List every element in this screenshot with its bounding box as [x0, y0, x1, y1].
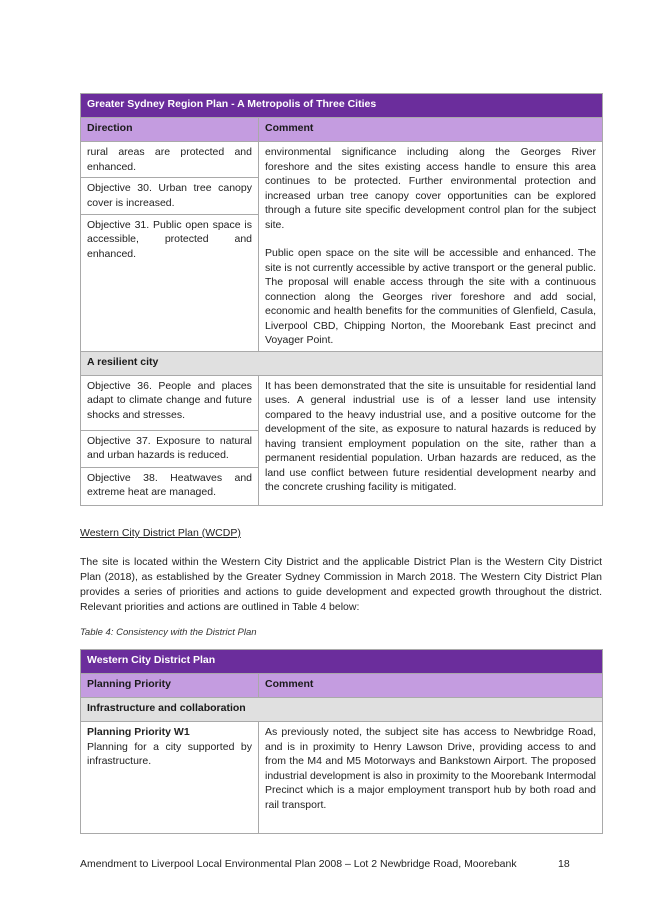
page-footer	[80, 858, 570, 870]
region-plan-table	[80, 93, 603, 506]
comment-cell: As previously noted, the subject site has access to Newbridge Road, and is in proximity to Henry Lawson Drive, providing access to and from the M4 and M5 Motorways and Bankstown Airport. The proposed industrial development is also in proximity to the Moorebank Intermodal Precinct which is a major employment transport hub by both road and rail transport.	[259, 722, 603, 834]
priority-cell	[81, 722, 259, 834]
comment-cell	[259, 142, 603, 352]
table-caption: Table 4: Consistency with the District Plan	[80, 627, 257, 638]
direction-cell: rural areas are protected and enhanced.	[81, 142, 259, 178]
direction-cell: Objective 36. People and places adapt to climate change and future shocks and stresses.	[81, 375, 259, 430]
table-title: Western City District Plan	[81, 650, 603, 674]
body-paragraph: The site is located within the Western City District and the applicable District Plan is the Western City District Plan (2018), as established by the Greater Sydney Commission in March 2018. The Western City District Plan provides a series of priorities and actions to guide development and expected growth throughout the district. Relevant priorities and actions are outlined in Table 4 below:	[80, 556, 602, 613]
section-header: A resilient city	[81, 351, 603, 375]
district-plan-table	[80, 649, 603, 834]
comment-cell: It has been demonstrated that the site is unsuitable for residential land uses. A general industrial use is of a lesser land use intensity compared to the heavy industrial use, and a positive outcome for the development of the site, as exposure to natural hazards is reduced by having transient employment population on the site, rather than a permanent residential population. Urban hazards are reduced, as the land use conflict between future residential development nearby and the concrete crushing facility is mitigated.	[259, 375, 603, 505]
direction-cell: Objective 31. Public open space is accessible, protected and enhanced.	[81, 214, 259, 351]
direction-cell: Objective 38. Heatwaves and extreme heat are managed.	[81, 467, 259, 505]
table-title: Greater Sydney Region Plan - A Metropolis of Three Cities	[81, 94, 603, 118]
comment-paragraph: Public open space on the site will be accessible and enhanced. The site is not currently accessible by active transport or the general public. The proposal will enable access through the site with a continuous connection along the Georges river foreshore and add social, economic and health benefits for the communities of Glenfield, Casula, Liverpool CBD, Chipping Norton, the Moorebank East precinct and Voyager Point.	[265, 247, 597, 346]
priority-text: Planning for a city supported by infrastructure.	[87, 740, 252, 767]
footer-text: Amendment to Liverpool Local Environmental Plan 2008 – Lot 2 Newbridge Road, Moorebank	[80, 858, 517, 870]
direction-cell: Objective 37. Exposure to natural and urban hazards is reduced.	[81, 430, 259, 467]
column-header-priority: Planning Priority	[81, 674, 259, 698]
column-header-comment: Comment	[259, 118, 603, 142]
wcdp-heading: Western City District Plan (WCDP)	[80, 527, 241, 539]
priority-title: Planning Priority W1	[87, 726, 190, 738]
column-header-direction: Direction	[81, 118, 259, 142]
comment-paragraph: environmental significance including along the Georges River foreshore and the sites existing access handle to ensure this area continues to be protected. Further environmental protection and increased urban tree canopy cover opportunities can be explored through a future site specific development control plan for the subject site.	[265, 146, 597, 231]
page-number: 18	[558, 858, 570, 870]
section-header: Infrastructure and collaboration	[81, 698, 603, 722]
direction-cell: Objective 30. Urban tree canopy cover is increased.	[81, 178, 259, 214]
column-header-comment: Comment	[259, 674, 603, 698]
